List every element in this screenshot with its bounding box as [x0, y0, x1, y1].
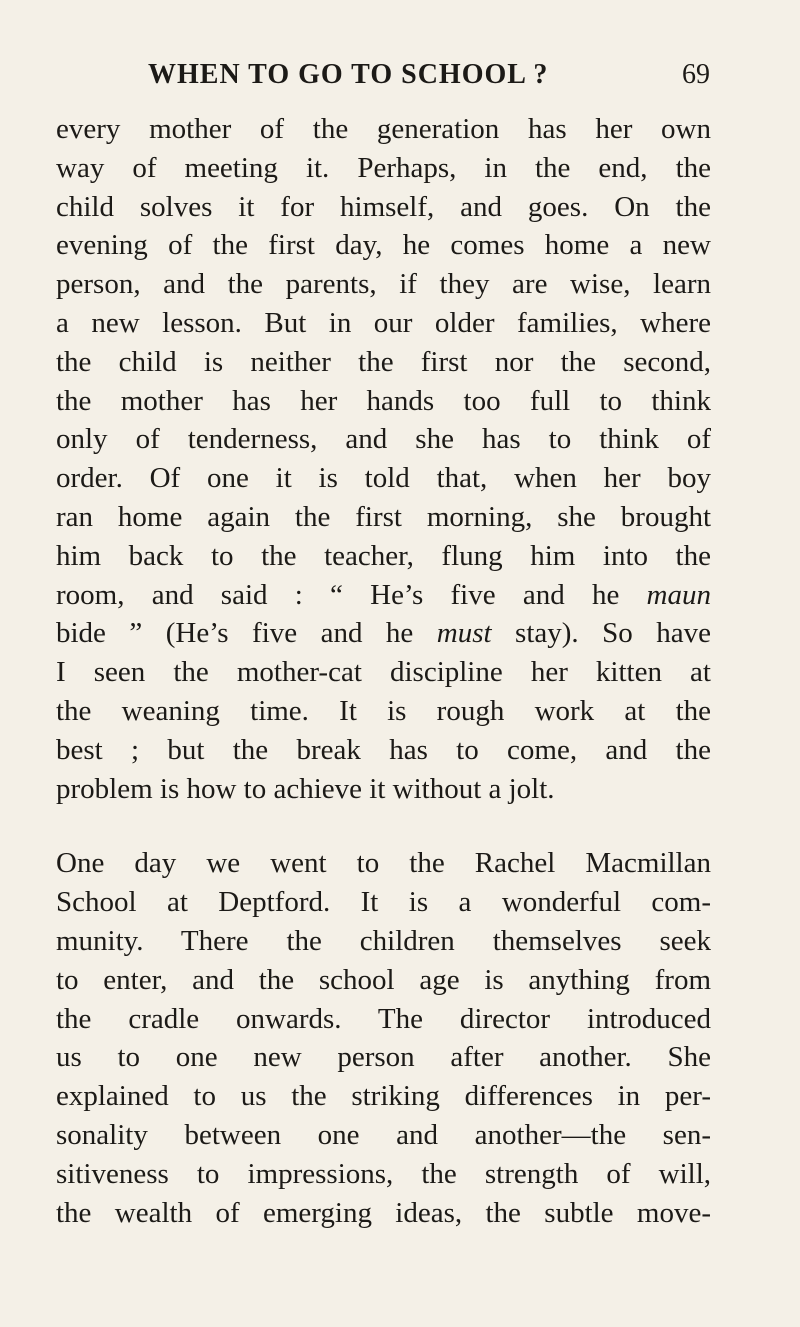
text-line: to enter, and the school age is anything from — [56, 963, 711, 996]
text-line: order. Of one it is told that, when her boy — [56, 462, 711, 495]
paragraph-gap — [56, 808, 711, 844]
italic-word: maun — [646, 578, 711, 611]
running-head — [120, 56, 710, 96]
text-line: person, and the parents, if they are wise, learn — [56, 268, 711, 301]
paragraph-1 — [56, 110, 711, 808]
text-line: School at Deptford. It is a wonderful com- — [56, 886, 711, 919]
text-line: the child is neither the first nor the second, — [56, 345, 711, 378]
text-line: him back to the teacher, flung him into the — [56, 539, 711, 572]
text-line: problem is how to achieve it without a jolt. — [56, 772, 555, 805]
text-line: bide ” (He’s five and he must stay). So have — [56, 617, 711, 650]
text-line: the cradle onwards. The director introduced — [56, 1002, 711, 1035]
text-line: sonality between one and another—the sen- — [56, 1118, 711, 1151]
running-title: WHEN TO GO TO SCHOOL ? — [148, 59, 549, 90]
paragraph-2 — [56, 844, 711, 1232]
text-line: way of meeting it. Perhaps, in the end, the — [56, 151, 711, 184]
text-line: best ; but the break has to come, and the — [56, 733, 711, 766]
text-line: I seen the mother-cat discipline her kitten at — [56, 656, 711, 689]
text-line: every mother of the generation has her own — [56, 113, 711, 145]
text-line: a new lesson. But in our older families, where — [56, 306, 711, 339]
text-line: child solves it for himself, and goes. On the — [56, 190, 711, 223]
text-line: the weaning time. It is rough work at the — [56, 694, 711, 727]
text-line: explained to us the striking differences in per- — [56, 1080, 711, 1113]
body-text — [56, 110, 711, 1232]
text-line: munity. There the children themselves seek — [56, 924, 711, 957]
text-line: us to one new person after another. She — [56, 1041, 711, 1074]
italic-word: must — [436, 617, 492, 650]
page-number: 69 — [682, 59, 710, 90]
text-line: ran home again the first morning, she brought — [56, 500, 711, 533]
text-line: sitiveness to impressions, the strength of will, — [56, 1157, 711, 1190]
text-line: the wealth of emerging ideas, the subtle move- — [56, 1196, 711, 1229]
text-line: One day we went to the Rachel Macmillan — [56, 847, 711, 880]
text-line: the mother has her hands too full to think — [56, 384, 711, 417]
text-line: room, and said : “ He’s five and he maun — [56, 578, 711, 611]
text-line: evening of the first day, he comes home a new — [56, 229, 711, 262]
text-line: only of tenderness, and she has to think of — [56, 423, 711, 456]
